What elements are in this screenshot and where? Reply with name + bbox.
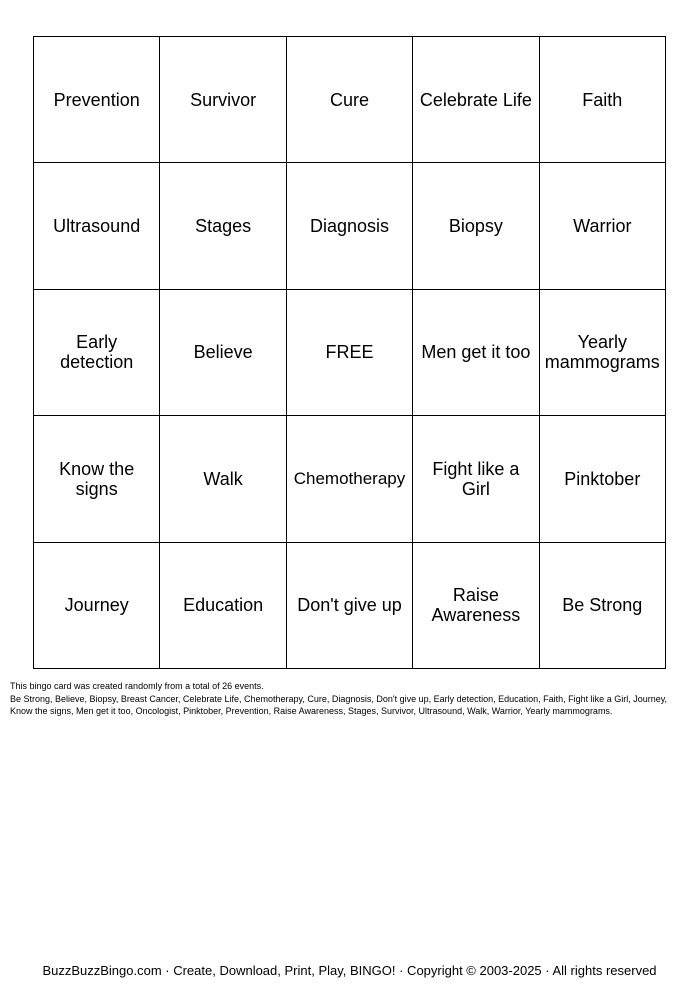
bingo-cell-r2c1: Ultrasound <box>34 163 160 289</box>
bingo-cell-r2c2: Stages <box>160 163 286 289</box>
bingo-cell-r5c2: Education <box>160 543 286 669</box>
bingo-cell-r4c3: Chemotherapy <box>287 416 413 542</box>
bingo-cell-r2c3: Diagnosis <box>287 163 413 289</box>
bingo-cell-r2c5: Warrior <box>540 163 666 289</box>
page-footer: BuzzBuzzBingo.com · Create, Download, Print, Play, BINGO! · Copyright © 2003-2025 · All rights reserved <box>42 963 657 978</box>
card-notes <box>10 680 690 718</box>
bingo-cell-r5c4: Raise Awareness <box>413 543 539 669</box>
bingo-cell-r4c2: Walk <box>160 416 286 542</box>
bingo-cell-r3c1: Early detection <box>34 290 160 416</box>
bingo-cell-r3c4: Men get it too <box>413 290 539 416</box>
bingo-cell-r4c4: Fight like a Girl <box>413 416 539 542</box>
bingo-cell-r4c1: Know the signs <box>34 416 160 542</box>
bingo-cell-r3c2: Believe <box>160 290 286 416</box>
bingo-cell-r5c3: Don't give up <box>287 543 413 669</box>
bingo-cell-r4c5: Pinktober <box>540 416 666 542</box>
notes-events-list: Be Strong, Believe, Biopsy, Breast Cancer, Celebrate Life, Chemotherapy, Cure, Diagnosis, Don't give up, Early detection, Education, Faith, Fight like a Girl, Journey, Know the signs, Men get it too, Oncologist, Pinktober, Prevention, Raise Awareness, Stages, Survivor, Ultrasound, Walk, Warrior, Yearly mammograms. <box>10 693 668 716</box>
bingo-cell-r2c4: Biopsy <box>413 163 539 289</box>
bingo-card <box>33 36 666 669</box>
notes-intro: This bingo card was created randomly from a total of 26 events. <box>10 681 264 691</box>
bingo-cell-r1c4: Celebrate Life <box>413 37 539 163</box>
bingo-cell-r1c3: Cure <box>287 37 413 163</box>
bingo-cell-r1c5: Faith <box>540 37 666 163</box>
bingo-cell-r1c1: Prevention <box>34 37 160 163</box>
bingo-cell-r5c5: Be Strong <box>540 543 666 669</box>
bingo-cell-r3c5: Yearly mammograms <box>540 290 666 416</box>
bingo-cell-r5c1: Journey <box>34 543 160 669</box>
bingo-cell-r1c2: Survivor <box>160 37 286 163</box>
bingo-cell-free: FREE <box>287 290 413 416</box>
